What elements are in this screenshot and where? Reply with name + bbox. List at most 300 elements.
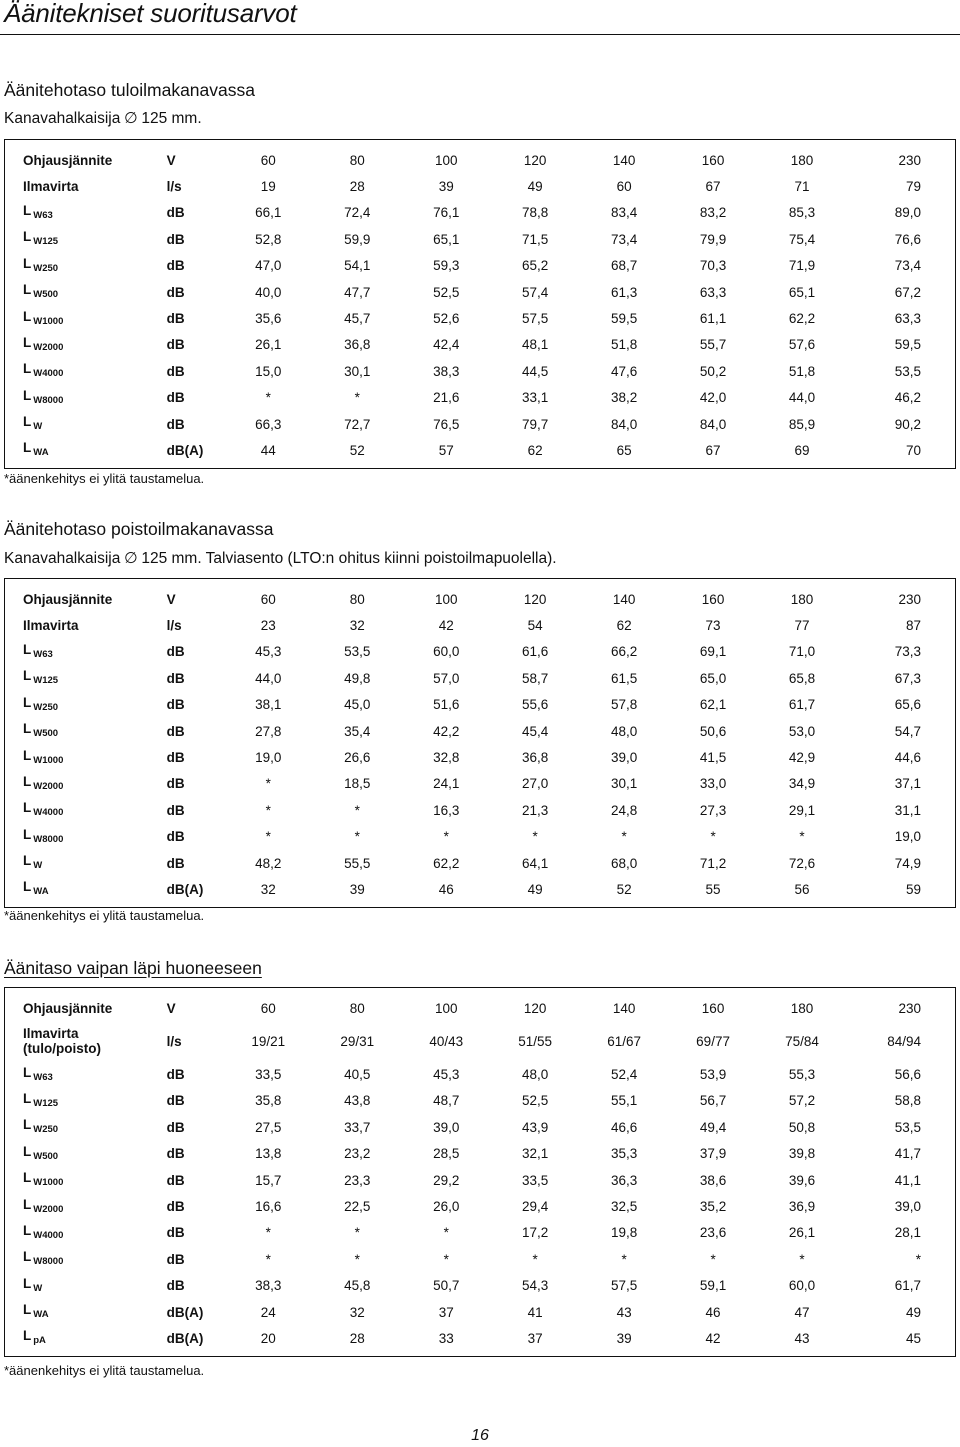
value-cell: 42,0 bbox=[699, 390, 727, 406]
value-cell: 89,0 bbox=[894, 205, 921, 221]
value-cell: 80 bbox=[349, 152, 365, 168]
unit-cell: V bbox=[166, 591, 176, 607]
supply-sound-table bbox=[4, 139, 956, 469]
table-row bbox=[5, 1114, 956, 1140]
value-cell: 39,0 bbox=[433, 1119, 460, 1135]
value-cell: 71,2 bbox=[699, 855, 727, 871]
value-cell: 180 bbox=[790, 1000, 814, 1016]
value-cell: 56 bbox=[794, 881, 810, 897]
value-cell: 64,1 bbox=[522, 855, 549, 871]
value-cell: 38,2 bbox=[610, 390, 638, 406]
unit-cell: dB bbox=[166, 231, 185, 247]
row-label bbox=[5, 692, 167, 718]
value-cell: 41 bbox=[527, 1304, 543, 1320]
value-cell: 140 bbox=[612, 591, 636, 607]
value-cell: 67 bbox=[705, 442, 721, 458]
row-label bbox=[5, 437, 167, 468]
table-row bbox=[5, 1061, 956, 1087]
level-symbol: L bbox=[23, 1275, 32, 1291]
row-label bbox=[5, 579, 167, 613]
table-row bbox=[5, 1325, 956, 1356]
value-cell: 38,3 bbox=[433, 363, 460, 379]
table-row bbox=[5, 718, 956, 744]
value-cell: 72,6 bbox=[788, 855, 816, 871]
row-label-text: (tulo/poisto) bbox=[23, 1041, 101, 1057]
value-cell: * bbox=[265, 1251, 271, 1267]
value-cell: 43,8 bbox=[344, 1093, 371, 1109]
value-cell: * bbox=[354, 1225, 360, 1241]
value-cell: 70,3 bbox=[699, 258, 727, 274]
value-cell: 100 bbox=[434, 591, 458, 607]
value-cell: 100 bbox=[434, 152, 458, 168]
footnote: *äänenkehitys ei ylitä taustamelua. bbox=[4, 471, 205, 486]
value-cell: 23,2 bbox=[344, 1146, 371, 1162]
unit-cell: dB bbox=[166, 363, 185, 379]
value-cell: 33,5 bbox=[255, 1067, 282, 1083]
page-number: 16 bbox=[471, 1427, 489, 1444]
level-subscript: W1000 bbox=[33, 1177, 64, 1189]
row-label bbox=[5, 797, 167, 823]
value-cell: 21,6 bbox=[433, 390, 460, 406]
level-subscript: W63 bbox=[33, 648, 53, 660]
value-cell: 47 bbox=[794, 1304, 810, 1320]
value-cell: 39 bbox=[349, 881, 365, 897]
section-subtitle-exhaust bbox=[4, 549, 557, 568]
value-cell: 45,3 bbox=[255, 644, 282, 660]
value-cell: * bbox=[265, 802, 271, 818]
value-cell: 63,3 bbox=[894, 311, 921, 327]
value-cell: * bbox=[354, 829, 360, 845]
value-cell: 55,7 bbox=[699, 337, 727, 353]
row-label bbox=[5, 385, 167, 411]
unit-cell: dB bbox=[166, 284, 185, 300]
value-cell: 40,0 bbox=[255, 284, 282, 300]
value-cell: 84,0 bbox=[699, 416, 727, 432]
value-cell: 53,5 bbox=[894, 363, 921, 379]
value-cell: 59,9 bbox=[344, 231, 371, 247]
value-cell: 47,6 bbox=[610, 363, 638, 379]
value-cell: 45,4 bbox=[522, 723, 549, 739]
level-symbol: L bbox=[23, 308, 32, 324]
value-cell: 60,0 bbox=[433, 644, 460, 660]
value-cell: 57,5 bbox=[522, 311, 549, 327]
value-cell: 35,2 bbox=[699, 1199, 727, 1215]
level-subscript: W500 bbox=[33, 1150, 59, 1162]
value-cell: * bbox=[710, 1251, 716, 1267]
value-cell: 51,8 bbox=[788, 363, 816, 379]
row-label bbox=[5, 612, 167, 638]
value-cell: 76,6 bbox=[894, 231, 921, 247]
value-cell: 50,2 bbox=[699, 363, 727, 379]
value-cell: 26,1 bbox=[788, 1225, 816, 1241]
level-symbol: L bbox=[23, 853, 32, 869]
value-cell: 67,2 bbox=[894, 284, 921, 300]
value-cell: 53,5 bbox=[344, 644, 371, 660]
casing-sound-table bbox=[4, 987, 956, 1357]
row-label bbox=[5, 744, 167, 770]
table-row bbox=[5, 1167, 956, 1193]
value-cell: 32 bbox=[349, 618, 365, 634]
value-cell: * bbox=[443, 1251, 449, 1267]
airflow-row bbox=[5, 173, 956, 199]
level-subscript: W125 bbox=[33, 1097, 59, 1109]
subtitle-text: Kanavahalkaisija bbox=[4, 110, 121, 127]
value-cell: 37,1 bbox=[894, 776, 921, 792]
row-label bbox=[5, 988, 167, 1022]
level-symbol: L bbox=[23, 1170, 32, 1186]
level-symbol: L bbox=[23, 1249, 32, 1265]
row-label bbox=[5, 253, 167, 279]
value-cell: 68,0 bbox=[610, 855, 638, 871]
row-label bbox=[5, 1246, 167, 1272]
value-cell: 16,3 bbox=[433, 802, 460, 818]
value-cell: 65,2 bbox=[522, 258, 549, 274]
row-label bbox=[5, 639, 167, 665]
value-cell: 73,3 bbox=[894, 644, 921, 660]
value-cell: 62,2 bbox=[433, 855, 460, 871]
section-subtitle-supply bbox=[4, 109, 202, 128]
value-cell: 65 bbox=[616, 442, 632, 458]
value-cell: 42,4 bbox=[433, 337, 460, 353]
value-cell: 46 bbox=[705, 1304, 721, 1320]
value-cell: 60 bbox=[260, 591, 276, 607]
value-cell: 160 bbox=[701, 591, 725, 607]
value-cell: 57 bbox=[438, 442, 454, 458]
value-cell: 48,1 bbox=[522, 337, 549, 353]
level-symbol: L bbox=[23, 747, 32, 763]
table-row bbox=[5, 411, 956, 437]
value-cell: 55,1 bbox=[610, 1093, 638, 1109]
value-cell: 52,8 bbox=[255, 231, 282, 247]
unit-cell: dB bbox=[166, 1119, 185, 1135]
level-subscript: W500 bbox=[33, 289, 59, 301]
value-cell: 80 bbox=[349, 1000, 365, 1016]
row-label bbox=[5, 332, 167, 358]
row-label bbox=[5, 411, 167, 437]
row-label bbox=[5, 824, 167, 850]
value-cell: 100 bbox=[434, 1000, 458, 1016]
value-cell: 71,0 bbox=[788, 644, 816, 660]
row-label bbox=[5, 1021, 167, 1061]
value-cell: 38,6 bbox=[699, 1172, 727, 1188]
row-label bbox=[5, 771, 167, 797]
value-cell: 45,8 bbox=[344, 1278, 371, 1294]
row-label bbox=[5, 200, 167, 226]
value-cell: * bbox=[354, 390, 360, 406]
value-cell: 52,5 bbox=[522, 1093, 549, 1109]
value-cell: * bbox=[265, 829, 271, 845]
level-symbol: L bbox=[23, 694, 32, 710]
table-row bbox=[5, 1299, 956, 1325]
value-cell: 27,0 bbox=[522, 776, 549, 792]
value-cell: 39,0 bbox=[610, 750, 638, 766]
value-cell: 27,3 bbox=[699, 802, 727, 818]
level-subscript: W8000 bbox=[33, 833, 64, 845]
value-cell: 46 bbox=[438, 881, 454, 897]
value-cell: 60 bbox=[616, 179, 632, 195]
value-cell: 51/55 bbox=[518, 1033, 553, 1049]
unit-cell: V bbox=[166, 1000, 176, 1016]
value-cell: * bbox=[443, 1225, 449, 1241]
value-cell: 19,0 bbox=[894, 829, 921, 845]
value-cell: 37,9 bbox=[699, 1146, 727, 1162]
value-cell: 84/94 bbox=[887, 1033, 921, 1049]
row-label bbox=[5, 876, 167, 907]
value-cell: 41,1 bbox=[894, 1172, 921, 1188]
value-cell: 51,8 bbox=[610, 337, 638, 353]
value-cell: 54,7 bbox=[894, 723, 921, 739]
value-cell: 36,8 bbox=[522, 750, 549, 766]
value-cell: 32,1 bbox=[522, 1146, 549, 1162]
row-label bbox=[5, 1141, 167, 1167]
table-row bbox=[5, 1193, 956, 1219]
unit-cell: dB(A) bbox=[166, 442, 204, 458]
value-cell: 29,4 bbox=[522, 1199, 549, 1215]
value-cell: 40,5 bbox=[344, 1067, 371, 1083]
row-label-text: Ilmavirta bbox=[23, 1026, 79, 1042]
unit-cell: dB bbox=[166, 723, 185, 739]
exhaust-sound-table bbox=[4, 578, 956, 908]
level-subscript: W bbox=[33, 860, 43, 872]
value-cell: 19 bbox=[260, 179, 276, 195]
value-cell: 44 bbox=[260, 442, 276, 458]
level-symbol: L bbox=[23, 1222, 32, 1238]
value-cell: 61,5 bbox=[610, 670, 638, 686]
level-subscript: W1000 bbox=[33, 315, 64, 327]
value-cell: 57,4 bbox=[522, 284, 549, 300]
level-subscript: W bbox=[33, 421, 43, 433]
value-cell: 47,0 bbox=[255, 258, 282, 274]
value-cell: 29/31 bbox=[340, 1033, 375, 1049]
header-row bbox=[5, 988, 956, 1022]
value-cell: 71,5 bbox=[522, 231, 549, 247]
value-cell: 59,5 bbox=[610, 311, 638, 327]
value-cell: 60,0 bbox=[788, 1278, 816, 1294]
table-row bbox=[5, 200, 956, 226]
level-symbol: L bbox=[23, 255, 32, 271]
value-cell: 26,6 bbox=[344, 750, 371, 766]
level-symbol: L bbox=[23, 387, 32, 403]
level-subscript: W500 bbox=[33, 728, 59, 740]
value-cell: 31,1 bbox=[894, 802, 921, 818]
value-cell: 61,1 bbox=[699, 311, 727, 327]
value-cell: 42,9 bbox=[788, 750, 816, 766]
value-cell: 32 bbox=[260, 881, 276, 897]
value-cell: 50,7 bbox=[433, 1278, 460, 1294]
unit-cell: dB bbox=[166, 1093, 185, 1109]
value-cell: 57,6 bbox=[788, 337, 816, 353]
value-cell: 49,4 bbox=[699, 1119, 727, 1135]
level-subscript: WA bbox=[33, 886, 49, 898]
value-cell: 48,7 bbox=[433, 1093, 460, 1109]
value-cell: 49 bbox=[527, 881, 543, 897]
value-cell: 62,1 bbox=[699, 697, 727, 713]
row-label bbox=[5, 665, 167, 691]
level-symbol: L bbox=[23, 641, 32, 657]
level-symbol: L bbox=[23, 773, 32, 789]
value-cell: * bbox=[354, 802, 360, 818]
unit-cell: dB bbox=[166, 697, 185, 713]
unit-cell: dB bbox=[166, 1278, 185, 1294]
unit-cell: dB bbox=[166, 855, 185, 871]
level-subscript: W8000 bbox=[33, 394, 64, 406]
value-cell: 43 bbox=[616, 1304, 632, 1320]
subtitle-text: 125 mm. bbox=[141, 110, 202, 127]
value-cell: 42 bbox=[705, 1330, 721, 1346]
diameter-icon: ∅ bbox=[124, 110, 138, 127]
value-cell: 43 bbox=[794, 1330, 810, 1346]
unit-cell: dB bbox=[166, 1067, 185, 1083]
value-cell: 30,1 bbox=[610, 776, 638, 792]
unit-cell: dB bbox=[166, 670, 185, 686]
row-label-text: Ohjausjännite bbox=[23, 591, 113, 607]
value-cell: 26,0 bbox=[433, 1199, 460, 1215]
value-cell: * bbox=[799, 1251, 805, 1267]
value-cell: 83,4 bbox=[610, 205, 638, 221]
table-row bbox=[5, 1220, 956, 1246]
level-symbol: L bbox=[23, 1196, 32, 1212]
row-label bbox=[5, 1193, 167, 1219]
row-label bbox=[5, 1114, 167, 1140]
value-cell: * bbox=[621, 1251, 627, 1267]
value-cell: 180 bbox=[790, 591, 814, 607]
value-cell: * bbox=[532, 1251, 538, 1267]
level-subscript: W125 bbox=[33, 236, 59, 248]
table-row bbox=[5, 1273, 956, 1299]
value-cell: 56,7 bbox=[699, 1093, 727, 1109]
value-cell: 59 bbox=[905, 881, 921, 897]
unit-cell: dB bbox=[166, 1225, 185, 1241]
unit-cell: dB bbox=[166, 1251, 185, 1267]
level-symbol: L bbox=[23, 1117, 32, 1133]
value-cell: 24 bbox=[260, 1304, 276, 1320]
value-cell: 180 bbox=[790, 152, 814, 168]
value-cell: 61,6 bbox=[522, 644, 549, 660]
value-cell: 47,7 bbox=[344, 284, 371, 300]
value-cell: 23,3 bbox=[344, 1172, 371, 1188]
value-cell: 45 bbox=[905, 1330, 921, 1346]
value-cell: 72,4 bbox=[344, 205, 371, 221]
unit-cell: dB bbox=[166, 644, 185, 660]
value-cell: 83,2 bbox=[699, 205, 727, 221]
value-cell: 30,1 bbox=[344, 363, 371, 379]
value-cell: 28,1 bbox=[894, 1225, 921, 1241]
level-subscript: W4000 bbox=[33, 1229, 64, 1241]
value-cell: 33,1 bbox=[522, 390, 549, 406]
value-cell: 46,2 bbox=[894, 390, 921, 406]
value-cell: 38,1 bbox=[255, 697, 282, 713]
section-title-casing: Äänitaso vaipan läpi huoneeseen bbox=[4, 958, 262, 978]
value-cell: 38,3 bbox=[255, 1278, 282, 1294]
value-cell: 26,1 bbox=[255, 337, 282, 353]
value-cell: 55 bbox=[705, 881, 721, 897]
level-symbol: L bbox=[23, 1328, 32, 1344]
value-cell: 34,9 bbox=[788, 776, 816, 792]
value-cell: 36,9 bbox=[788, 1199, 816, 1215]
value-cell: 75,4 bbox=[788, 231, 816, 247]
value-cell: 62 bbox=[527, 442, 543, 458]
value-cell: 27,8 bbox=[255, 723, 282, 739]
level-subscript: W2000 bbox=[33, 780, 64, 792]
value-cell: 35,8 bbox=[255, 1093, 282, 1109]
value-cell: 28 bbox=[349, 179, 365, 195]
value-cell: 50,6 bbox=[699, 723, 727, 739]
value-cell: 60 bbox=[260, 152, 276, 168]
value-cell: 65,6 bbox=[894, 697, 921, 713]
value-cell: 72,7 bbox=[344, 416, 371, 432]
value-cell: 73 bbox=[705, 618, 721, 634]
value-cell: 42,2 bbox=[433, 723, 460, 739]
value-cell: 55,5 bbox=[344, 855, 371, 871]
level-subscript: W63 bbox=[33, 1071, 53, 1083]
value-cell: 44,0 bbox=[255, 670, 282, 686]
level-symbol: L bbox=[23, 282, 32, 298]
subtitle-text: 125 mm. Talviasento (LTO:n ohitus kiinni poistoilmapuolella). bbox=[141, 550, 557, 567]
value-cell: * bbox=[532, 829, 538, 845]
footnote: *äänenkehitys ei ylitä taustamelua. bbox=[4, 908, 205, 923]
value-cell: 39,8 bbox=[788, 1146, 816, 1162]
header-row bbox=[5, 140, 956, 174]
row-label bbox=[5, 173, 167, 199]
value-cell: 29,1 bbox=[788, 802, 816, 818]
value-cell: 41,5 bbox=[699, 750, 727, 766]
value-cell: 69/77 bbox=[696, 1033, 730, 1049]
value-cell: 58,8 bbox=[894, 1093, 921, 1109]
value-cell: 42 bbox=[438, 618, 454, 634]
level-subscript: WA bbox=[33, 1309, 49, 1321]
table-row bbox=[5, 744, 956, 770]
row-label bbox=[5, 279, 167, 305]
value-cell: 71,9 bbox=[788, 258, 816, 274]
level-subscript: W250 bbox=[33, 701, 59, 713]
value-cell: 18,5 bbox=[344, 776, 371, 792]
table-row bbox=[5, 639, 956, 665]
row-label bbox=[5, 305, 167, 331]
header-row bbox=[5, 579, 956, 613]
level-symbol: L bbox=[23, 879, 32, 895]
value-cell: 87 bbox=[905, 618, 921, 634]
value-cell: 140 bbox=[612, 1000, 636, 1016]
level-subscript: WA bbox=[33, 447, 49, 459]
row-label bbox=[5, 140, 167, 174]
value-cell: 54,3 bbox=[522, 1278, 549, 1294]
value-cell: 71 bbox=[794, 179, 810, 195]
value-cell: 61,7 bbox=[788, 697, 816, 713]
table-row bbox=[5, 385, 956, 411]
value-cell: 52,6 bbox=[433, 311, 460, 327]
value-cell: 57,5 bbox=[610, 1278, 638, 1294]
value-cell: 32,5 bbox=[610, 1199, 638, 1215]
value-cell: 55,6 bbox=[522, 697, 549, 713]
value-cell: 65,1 bbox=[788, 284, 816, 300]
value-cell: 44,6 bbox=[894, 750, 921, 766]
value-cell: 19,0 bbox=[255, 750, 282, 766]
value-cell: 33,7 bbox=[344, 1119, 371, 1135]
unit-cell: dB bbox=[166, 205, 185, 221]
unit-cell: dB bbox=[166, 829, 185, 845]
value-cell: 57,0 bbox=[433, 670, 460, 686]
value-cell: 40/43 bbox=[429, 1033, 464, 1049]
unit-cell: dB bbox=[166, 390, 185, 406]
table-row bbox=[5, 692, 956, 718]
airflow-row bbox=[5, 1021, 956, 1061]
table-row bbox=[5, 437, 956, 468]
value-cell: 41,7 bbox=[894, 1146, 921, 1162]
value-cell: 140 bbox=[612, 152, 636, 168]
value-cell: 50,8 bbox=[788, 1119, 816, 1135]
section-title-exhaust: Äänitehotaso poistoilmakanavassa bbox=[4, 519, 274, 539]
row-label bbox=[5, 1299, 167, 1325]
